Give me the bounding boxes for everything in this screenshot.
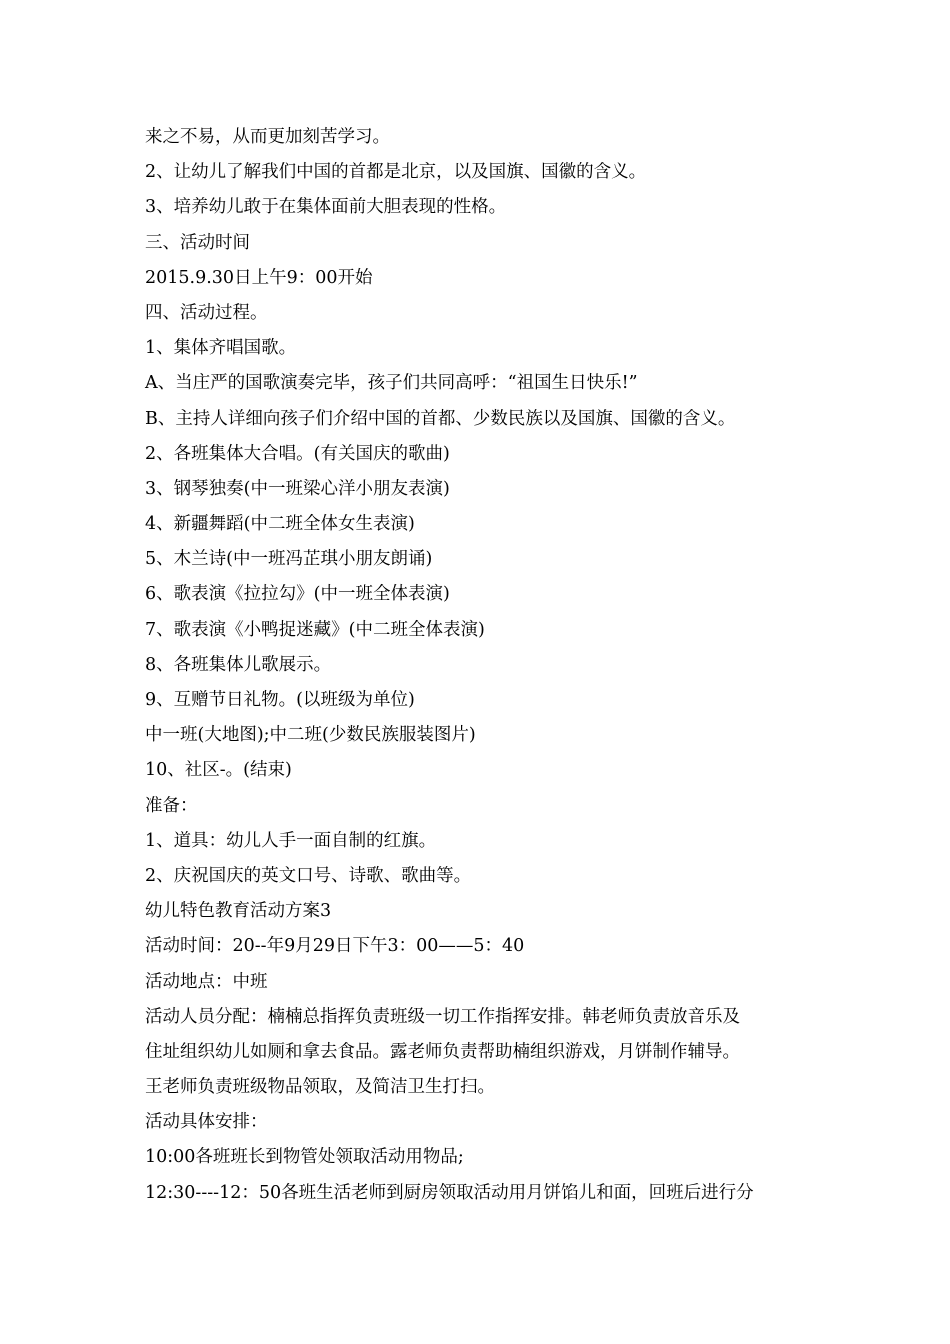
text-line: 中一班(大地图);中二班(少数民族服装图片)	[145, 725, 476, 746]
text-line: 来之不易，从而更加刻苦学习。	[145, 127, 390, 147]
document-body	[145, 120, 815, 1211]
text-line: 2、各班集体大合唱。(有关国庆的歌曲)	[145, 443, 450, 464]
text-line: 5、木兰诗(中一班冯芷琪小朋友朗诵)	[145, 549, 433, 570]
text-line: B、主持人详细向孩子们介绍中国的首都、少数民族以及国旗、国徽的含义。	[145, 408, 736, 429]
text-line: 3、培养幼儿敢于在集体面前大胆表现的性格。	[145, 197, 507, 218]
text-line: 3、钢琴独奏(中一班梁心洋小朋友表演)	[145, 478, 450, 499]
text-line: 活动地点：中班	[145, 971, 268, 992]
section-heading: 四、活动过程。	[145, 302, 268, 323]
text-line: 1、道具：幼儿人手一面自制的红旗。	[145, 830, 437, 851]
text-line: 12:30----12：50各班生活老师到厨房领取活动用月饼馅儿和面，回班后进行分	[145, 1182, 754, 1203]
text-line: 2015.9.30日上午9：00开始	[145, 267, 373, 288]
text-line: 准备：	[145, 795, 198, 816]
text-line: A、当庄严的国歌演奏完毕，孩子们共同高呼：“祖国生日快乐!”	[145, 373, 638, 394]
text-line: 8、各班集体儿歌展示。	[145, 654, 332, 675]
section-heading: 三、活动时间	[145, 232, 250, 253]
section-heading: 幼儿特色教育活动方案3	[145, 901, 332, 922]
text-line: 7、歌表演《小鸭捉迷藏》(中二班全体表演)	[145, 619, 485, 640]
text-line: 活动时间：20--年9月29日下午3：00——5：40	[145, 936, 525, 957]
text-line: 10:00各班班长到物管处领取活动用物品;	[145, 1147, 464, 1168]
text-line: 4、新疆舞蹈(中二班全体女生表演)	[145, 514, 415, 535]
text-line: 10、社区-。(结束)	[145, 760, 292, 781]
text-line: 1、集体齐唱国歌。	[145, 338, 297, 359]
text-line: 2、庆祝国庆的英文口号、诗歌、歌曲等。	[145, 865, 472, 886]
text-line: 6、歌表演《拉拉勾》(中一班全体表演)	[145, 584, 450, 605]
text-line: 活动具体安排：	[145, 1112, 268, 1133]
text-line: 住址组织幼儿如厕和拿去食品。露老师负责帮助楠组织游戏，月饼制作辅导。	[145, 1041, 740, 1062]
text-line: 王老师负责班级物品领取，及简洁卫生打扫。	[145, 1077, 495, 1098]
text-line: 9、互赠节日礼物。(以班级为单位)	[145, 690, 415, 710]
text-line: 2、让幼儿了解我们中国的首都是北京，以及国旗、国徽的含义。	[145, 162, 647, 183]
text-line: 活动人员分配：楠楠总指挥负责班级一切工作指挥安排。韩老师负责放音乐及	[145, 1006, 740, 1027]
